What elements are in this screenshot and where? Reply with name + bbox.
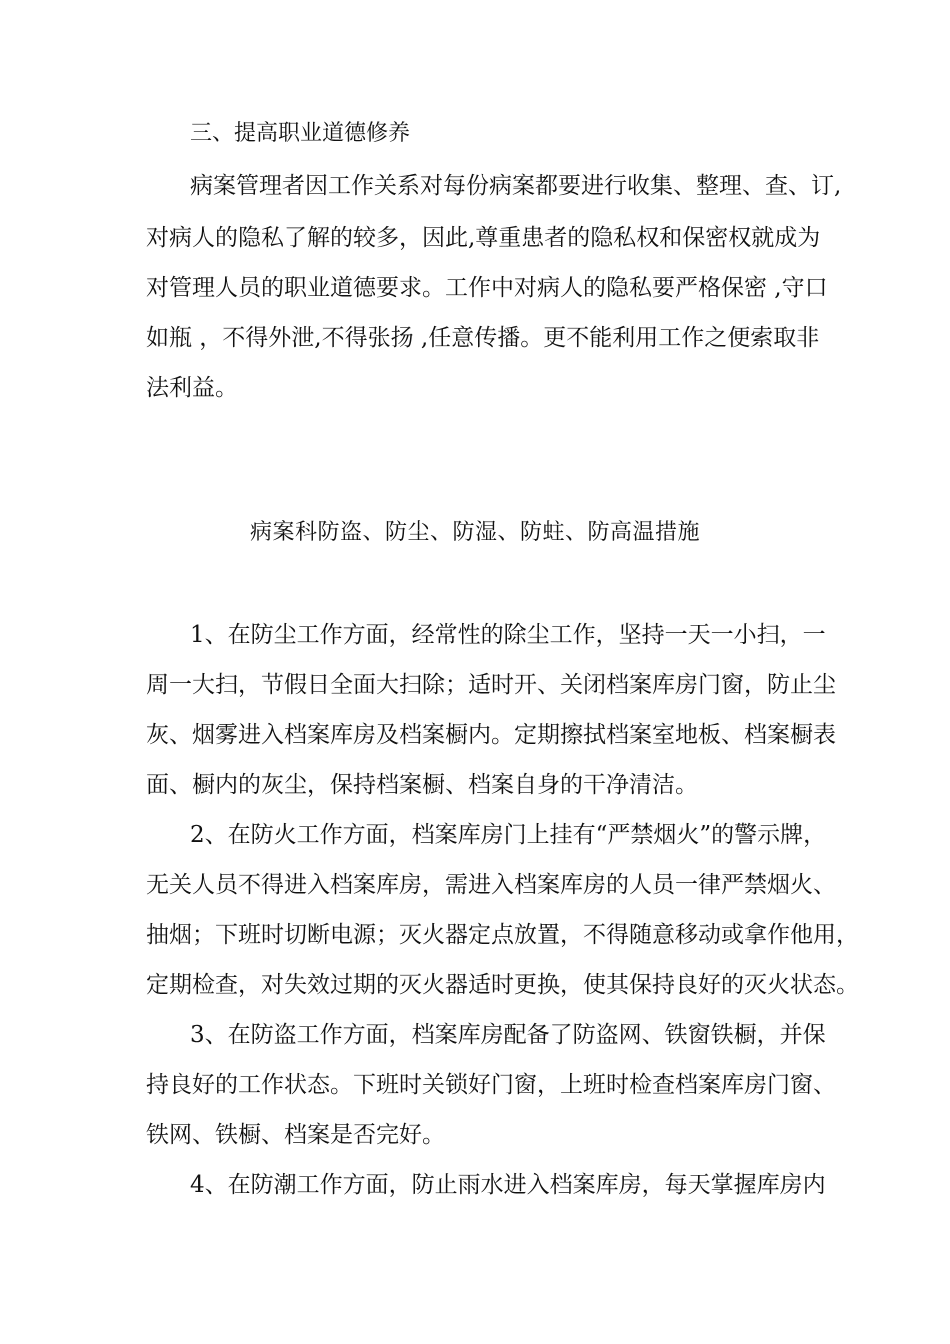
paragraph-line: 病案管理者因工作关系对每份病案都要进行收集、整理、查、订, xyxy=(190,173,842,199)
paragraph-line: 抽烟；下班时切断电源；灭火器定点放置，不得随意移动或拿作他用， xyxy=(146,922,859,948)
paragraph-line: 无关人员不得进入档案库房，需进入档案库房的人员一律严禁烟火、 xyxy=(146,872,836,898)
paragraph-line: 如瓶 ，不得外泄,不得张扬 ,任意传播。更不能利用工作之便索取非 xyxy=(146,325,820,351)
paragraph-line: 2、在防火工作方面，档案库房门上挂有“严禁烟火”的警示牌， xyxy=(190,822,827,848)
paragraph-line: 定期检查，对失效过期的灭火器适时更换，使其保持良好的灭火状态。 xyxy=(146,972,859,998)
document-title: 病案科防盗、防尘、防湿、防蛀、防高温措施 xyxy=(249,520,700,545)
paragraph-line: 对管理人员的职业道德要求。工作中对病人的隐私要严格保密 ,守口 xyxy=(146,275,828,301)
paragraph-line: 4、在防潮工作方面，防止雨水进入档案库房，每天掌握库房内 xyxy=(190,1172,826,1198)
paragraph-line: 铁网、铁橱、档案是否完好。 xyxy=(146,1122,445,1148)
paragraph-line: 法利益。 xyxy=(146,375,238,401)
paragraph-line: 周一大扫，节假日全面大扫除；适时开、关闭档案库房门窗，防止尘 xyxy=(146,672,836,698)
paragraph-line: 面、橱内的灰尘，保持档案橱、档案自身的干净清洁。 xyxy=(146,772,698,798)
paragraph-line: 1、在防尘工作方面，经常性的除尘工作，坚持一天一小扫，一 xyxy=(190,622,826,648)
paragraph-line: 灰、烟雾进入档案库房及档案橱内。定期擦拭档案室地板、档案橱表 xyxy=(146,722,836,748)
paragraph-line: 持良好的工作状态。下班时关锁好门窗，上班时检查档案库房门窗、 xyxy=(146,1072,836,1098)
paragraph-line: 3、在防盗工作方面，档案库房配备了防盗网、铁窗铁橱，并保 xyxy=(190,1022,826,1048)
paragraph-line: 对病人的隐私了解的较多，因此,尊重患者的隐私权和保密权就成为 xyxy=(146,225,821,251)
section-heading: 三、提高职业道德修养 xyxy=(190,121,411,146)
